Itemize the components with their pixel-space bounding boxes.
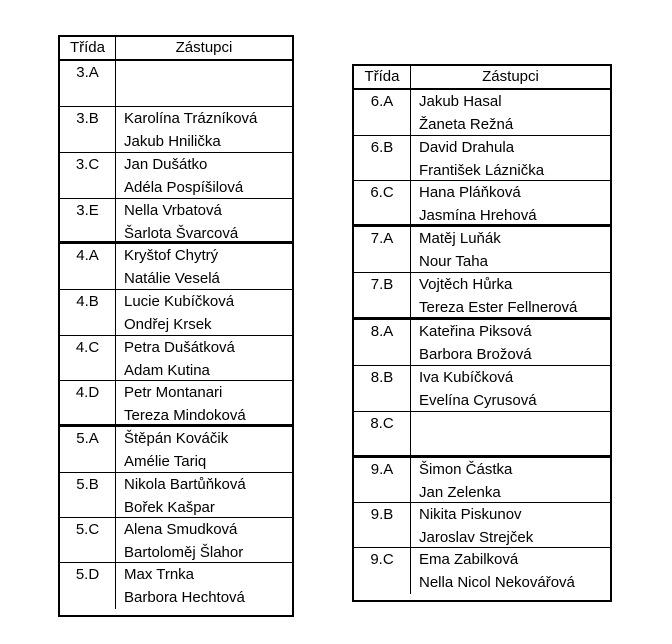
table-row [354,273,610,320]
representative-name: Karolína Trázníková [124,110,258,127]
representative-name: Tereza Mindoková [124,407,246,424]
class-cell: 5.A [60,427,116,472]
class-cell: 5.D [60,563,116,609]
representatives-cell [116,563,292,609]
representatives-cell [116,199,292,241]
representatives-cell [411,366,610,411]
class-cell: 7.A [354,227,411,272]
class-cell: 5.B [60,473,116,517]
table-row [354,136,610,181]
representative-name: David Drahula [419,139,515,156]
representative-name: Petr Montanari [124,384,223,401]
representative-name: Natálie Veselá [124,270,220,287]
table-row [60,336,292,381]
representative-name: Nikita Piskunov [419,506,522,523]
representative-name: Lucie Kubíčková [124,293,235,310]
table-row [60,107,292,153]
class-column-header: Třída [60,37,116,59]
table-row [60,381,292,427]
table-row [354,458,610,503]
representative-name: Jasmína Hrehová [419,207,537,224]
representatives-cell [116,244,292,289]
class-cell: 8.A [354,320,411,365]
representative-name: Šimon Částka [419,461,513,478]
table-row [60,290,292,336]
representative-name: Kateřina Piksová [419,323,532,340]
representative-name: Bartoloměj Šlahor [124,544,244,561]
table-header [60,37,292,61]
table-row [60,61,292,107]
representatives-cell [411,90,610,135]
table-row [60,199,292,244]
representative-name: Evelína Cyrusová [419,392,537,409]
table-header [354,66,610,90]
representatives-cell [411,136,610,180]
representatives-cell [411,227,610,272]
representatives-cell [116,107,292,152]
representatives-cell [411,503,610,547]
table-row [354,366,610,412]
representative-name: Vojtěch Hůrka [419,276,513,293]
representatives-cell [411,320,610,365]
class-cell: 6.B [354,136,411,180]
representatives-cell [116,518,292,562]
class-cell: 3.B [60,107,116,152]
representative-name: Tereza Ester Fellnerová [419,299,578,316]
representatives-cell [116,427,292,472]
representative-name: Jakub Hnilička [124,133,221,150]
table-row [60,563,292,609]
representatives-cell [411,273,610,317]
right-class-table [352,64,612,602]
representative-name: Štěpán Kováčik [124,430,229,447]
representative-name: Nella Vrbatová [124,202,222,219]
representative-name: Jan Dušátko [124,156,208,173]
class-cell: 5.C [60,518,116,562]
class-cell: 9.A [354,458,411,502]
representatives-cell [411,412,610,455]
representative-name: Jaroslav Strejček [419,529,534,546]
representatives-cell [411,181,610,224]
representatives-cell [116,381,292,424]
representative-name: Ema Zabilková [419,551,519,568]
representative-name: Amélie Tariq [124,453,207,470]
representative-name: Bořek Kašpar [124,499,215,516]
class-cell: 9.C [354,548,411,594]
class-cell: 4.A [60,244,116,289]
table-row [354,181,610,227]
representative-name: Iva Kubíčková [419,369,514,386]
representatives-cell [411,548,610,594]
representative-name: Barbora Brožová [419,346,532,363]
representative-name: Hana Pláňková [419,184,521,201]
representative-name: Nour Taha [419,253,488,270]
left-table-body [60,61,292,609]
representatives-cell [116,336,292,380]
table-row [354,227,610,273]
table-row [60,153,292,199]
class-cell: 4.D [60,381,116,424]
representatives-column-header: Zástupci [175,39,233,56]
table-row [354,548,610,594]
table-row [60,427,292,473]
representative-name: Matěj Luňák [419,230,501,247]
class-cell: 8.B [354,366,411,411]
representatives-column-header: Zástupci [482,68,539,85]
table-row [354,503,610,548]
representative-name: Barbora Hechtová [124,589,245,606]
class-cell: 8.C [354,412,411,455]
representatives-cell [116,473,292,517]
representative-name: Nikola Bartůňková [124,476,246,493]
representative-name: Kryštof Chytrý [124,247,219,264]
class-cell: 7.B [354,273,411,317]
representative-name: Jan Zelenka [419,484,501,501]
table-row [354,90,610,136]
representatives-cell [116,61,292,106]
class-cell: 9.B [354,503,411,547]
table-row [60,473,292,518]
representative-name: František Láznička [419,162,545,179]
class-cell: 4.C [60,336,116,380]
right-table-body [354,90,610,594]
representative-name: Žaneta Režná [419,116,514,133]
representatives-cell [411,458,610,502]
representative-name: Max Trnka [124,566,195,583]
table-row [354,320,610,366]
representative-name: Adam Kutina [124,362,210,379]
class-cell: 6.A [354,90,411,135]
class-cell: 3.C [60,153,116,198]
class-cell: 6.C [354,181,411,224]
representative-name: Adéla Pospíšilová [124,179,244,196]
representatives-cell [116,153,292,198]
representatives-cell [116,290,292,335]
representative-name: Šarlota Švarcová [124,225,239,242]
class-column-header: Třída [354,66,411,88]
class-cell: 4.B [60,290,116,335]
table-row [60,518,292,563]
representative-name: Petra Dušátková [124,339,235,356]
table-row [354,412,610,458]
table-row [60,244,292,290]
representative-name: Alena Smudková [124,521,238,538]
class-cell: 3.A [60,61,116,106]
representative-name: Ondřej Krsek [124,316,212,333]
representative-name: Nella Nicol Nekovářová [419,574,575,591]
left-class-table [58,35,294,617]
representative-name: Jakub Hasal [419,93,502,110]
class-cell: 3.E [60,199,116,241]
